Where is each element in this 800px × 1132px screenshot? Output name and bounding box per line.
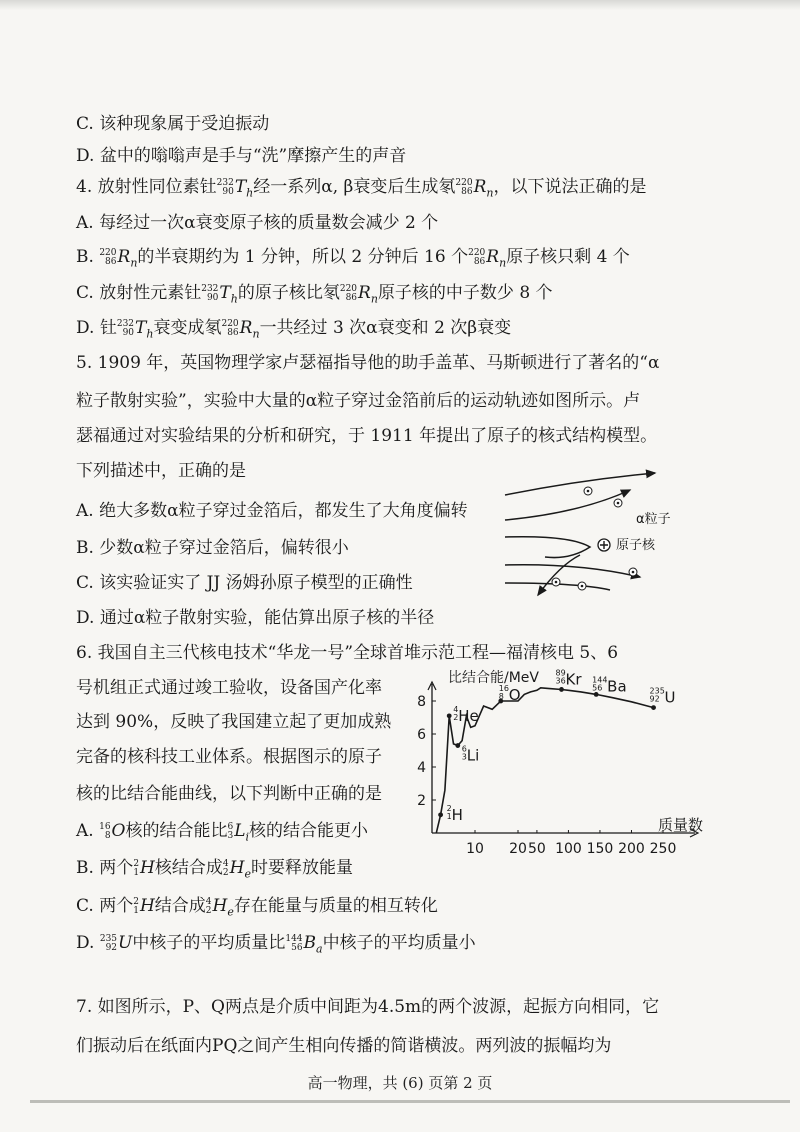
nuclide-rn: 220 86 $R_n$: [468, 247, 507, 270]
nuclide-th: 232 90 $T_h$: [116, 318, 154, 341]
q6-option-d: D. 235 92 U中核子的平均质量比 144 56 $B_a$中核子的平均质量小: [76, 932, 476, 960]
alpha-particle-icon: [614, 499, 622, 507]
q5-line-4: 下列描述中，正确的是: [76, 461, 246, 481]
x-tick-label: 150: [586, 841, 614, 857]
annotation-mass-number: 4: [453, 704, 459, 714]
q4-stem-text-3: ，以下说法正确的是: [493, 177, 647, 197]
q7-line-2: 们振动后在纸面内PQ之间产生相向传播的简谐横波。两列波的振幅均为: [76, 1036, 612, 1056]
x-tick-label: 200: [618, 841, 645, 857]
data-point-kr: [559, 687, 564, 692]
annotation-h: [447, 804, 463, 824]
annotation-atomic-number: 8: [498, 692, 504, 701]
q3-option-c: C. 该种现象属于受迫振动: [76, 114, 270, 134]
annotation-atomic-number: 2: [453, 712, 459, 722]
q4-option-a: A. 每经过一次α衰变原子核的质量数会减少 2 个: [76, 213, 439, 233]
annotation-u: [650, 687, 676, 707]
nuclide-he: 4 2 $H_e$: [205, 896, 234, 919]
q4-stem-text-2: 经一系列α, β衰变后生成氡: [253, 177, 456, 197]
annotation-li: [462, 745, 480, 765]
annotation-atomic-number: 92: [649, 694, 660, 704]
data-point-h: [438, 812, 443, 817]
chart-ylabel: 比结合能/MeV: [448, 670, 539, 686]
nuclide-u: 235 92 U: [99, 933, 133, 953]
q4-stem: [76, 176, 646, 204]
q6-option-a: A. 16 8 O核的结合能比 6 3 $L_i$核的结合能更小: [76, 820, 368, 848]
nuclide-rn: 220 86 $R_n$: [99, 247, 138, 270]
q6-option-c: C. 两个 2 1 H结合成 4 2 $H_e$存在能量与质量的相互转化: [76, 895, 438, 923]
annotation-symbol: H: [451, 805, 463, 824]
annotation-symbol: Kr: [565, 670, 582, 689]
x-tick-label: 10: [466, 841, 484, 857]
data-point-li: [455, 743, 460, 748]
annotation-mass-number: 89: [555, 668, 566, 678]
alpha-particle-icon: [629, 568, 637, 576]
data-point-u: [651, 705, 656, 710]
annotation-symbol: Ba: [607, 677, 627, 696]
binding-energy-chart: [410, 668, 710, 868]
y-tick-label: 6: [417, 727, 426, 743]
chart-xlabel: 质量数: [658, 816, 704, 834]
q4-option-b: B. 220 86 $R_n$的半衰期约为 1 分钟，所以 2 分钟后 16 个 220 86 $R_n$原子核只剩 4 个: [76, 246, 630, 274]
x-tick-label: 250: [649, 841, 677, 857]
q5-option-d: D. 通过α粒子散射实验，能估算出原子核的半径: [76, 608, 435, 628]
alpha-scattering-diagram: [500, 465, 700, 605]
trajectory-top: [505, 473, 655, 495]
annotation-atomic-number: 3: [461, 752, 467, 762]
nuclide-rn: 220 86 $R_n$: [221, 318, 260, 341]
annotation-mass-number: 144: [592, 675, 608, 685]
q5-line-3: 瑟福通过对实验结果的分析和研究，于 1911 年提出了原子的核式结构模型。: [76, 426, 658, 446]
nuclide-th: 232 90 $T_h$: [216, 177, 254, 200]
annotation-he: [453, 705, 479, 725]
q6-option-b: B. 两个 2 1 H核结合成 4 2 $H_e$时要释放能量: [76, 857, 353, 885]
data-point-ba: [594, 692, 599, 697]
q5-line-2: 粒子散射实验”，实验中大量的α粒子穿过金箔前后的运动轨迹如图所示。卢: [76, 391, 641, 411]
y-tick-label: 2: [417, 793, 426, 809]
nuclide-rn: 220 86 $R_n$: [339, 283, 378, 306]
q6-line-1: 6. 我国自主三代核电技术“华龙一号”全球首堆示范工程—福清核电 5、6: [76, 643, 619, 663]
nuclide-h2: 2 1 H: [133, 896, 155, 916]
label-nucleus: 原子核: [616, 538, 656, 553]
annotation-symbol: O: [508, 686, 521, 704]
q5-option-b: B. 少数α粒子穿过金箔后，偏转很小: [76, 538, 349, 558]
annotation-atomic-number: 36: [555, 676, 566, 686]
nuclide-li: 6 3 $L_i$: [227, 821, 250, 844]
q6-line-4: 完备的核科技工业体系。根据图示的原子: [76, 747, 382, 767]
alpha-particle-icon: [578, 582, 586, 590]
q4-stem-text-1: 4. 放射性同位素钍: [76, 177, 217, 197]
nuclide-rn: 220 86 $R_n$: [455, 177, 494, 200]
trajectory-back: [505, 537, 590, 558]
x-tick-label: 50: [527, 841, 546, 857]
annotation-atomic-number: 1: [446, 811, 452, 821]
q6-line-3: 达到 90%，反映了我国建立起了更加成熟: [76, 712, 392, 732]
annotation-symbol: Li: [466, 746, 480, 765]
page-footer: 高一物理，共 (6) 页第 2 页: [307, 1074, 493, 1092]
nuclide-he: 4 2 $H_e$: [222, 858, 251, 881]
q5-option-a: A. 绝大多数α粒子穿过金箔后，都发生了大角度偏转: [76, 501, 468, 521]
scan-edge-top: [0, 0, 800, 10]
trajectory-back-2: [538, 555, 580, 595]
annotation-mass-number: 6: [461, 744, 467, 754]
alpha-particle-icon: [584, 487, 592, 495]
nuclide-th: 232 90 $T_h$: [201, 283, 238, 306]
annotation-atomic-number: 56: [592, 683, 603, 693]
q4-option-d: D. 钍 232 90 $T_h$衰变成氡 220 86 $R_n$一共经过 3 次α衰变和 2 次β衰变: [76, 317, 511, 345]
q7-line-1: 7. 如图所示，P、Q两点是介质中间距为4.5m的两个波源，起振方向相同，它: [76, 997, 660, 1017]
trajectory-lower: [505, 565, 640, 577]
annotation-symbol: U: [664, 688, 676, 707]
q4-option-c: C. 放射性元素钍 232 90 $T_h$的原子核比氡 220 86 $R_n$原子核的中子数少 8 个: [76, 282, 553, 310]
annotation-symbol: He: [458, 706, 479, 725]
scan-edge-bottom: [30, 1100, 790, 1103]
nuclide-ba: 144 56 $B_a$: [285, 933, 323, 956]
annotation-mass-number: 16: [498, 684, 509, 693]
y-tick-label: 4: [417, 760, 426, 776]
label-alpha-particle: α粒子: [636, 512, 671, 527]
nuclide-o: 16 8 O: [99, 821, 126, 841]
q5-option-c: C. 该实验证实了 JJ 汤姆孙原子模型的正确性: [76, 573, 413, 593]
x-tick-label: 20: [509, 841, 527, 857]
trajectory-deflect-up: [505, 490, 630, 520]
nucleus-icon: [598, 539, 610, 551]
annotation-ba: [592, 675, 626, 695]
data-point-he: [447, 713, 452, 718]
q5-line-1: 5. 1909 年，英国物理学家卢瑟福指导他的助手盖革、马斯顿进行了著名的“α: [76, 353, 660, 373]
q6-line-5: 核的比结合能曲线，以下判断中正确的是: [76, 784, 382, 804]
annotation-mass-number: 235: [649, 686, 665, 696]
x-tick-label: 100: [555, 841, 582, 857]
nuclide-h2: 2 1 H: [133, 858, 155, 878]
alpha-particle-icon: [552, 578, 560, 586]
annotation-mass-number: 2: [446, 803, 452, 813]
q3-option-d: D. 盆中的嗡嗡声是手与“洗”摩擦产生的声音: [76, 146, 407, 166]
y-tick-label: 8: [417, 694, 426, 710]
annotation-kr: [556, 668, 583, 688]
q6-line-2: 号机组正式通过竣工验收，设备国产化率: [76, 678, 382, 698]
